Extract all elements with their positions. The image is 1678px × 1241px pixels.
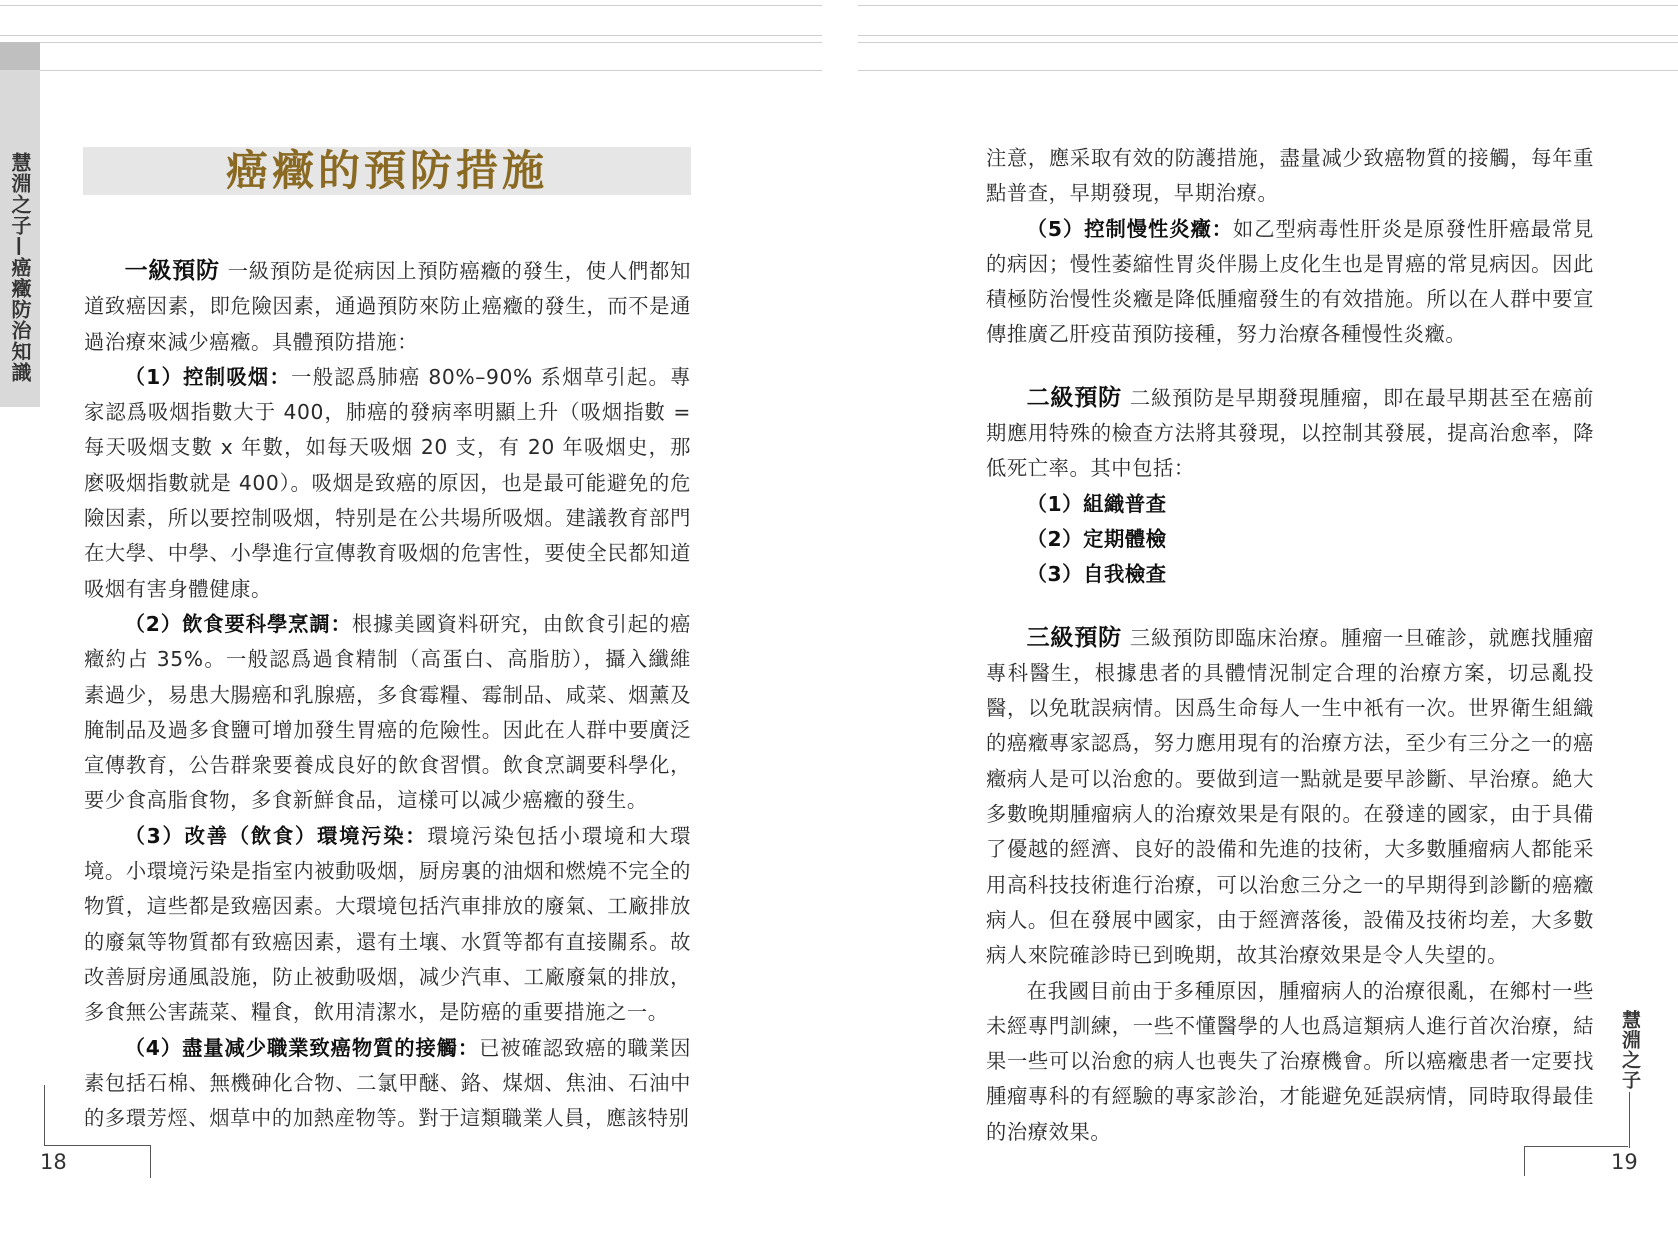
measure-1-label: （1）控制吸烟： (124, 364, 292, 389)
measure-3-text: 環境污染包括小環境和大環境。小環境污染是指室内被動吸烟，厨房裏的油烟和燃燒不完全的物質，這些都是致癌因素。大環境包括汽車排放的廢氣、工廠排放的廢氣等物質都有致癌因素，還有土壤、水質等都有直接關系。故改善厨房通風設施，防止被動吸烟，减少汽車、工廠廢氣的排放，多食無公害蔬菜、糧食，飲用清潔水，是防癌的重要措施之一。 (84, 823, 691, 1025)
measure-3 (84, 819, 691, 1031)
top-rule (40, 42, 822, 43)
page-number-left: 18 (40, 1150, 67, 1174)
top-rule (0, 5, 822, 6)
continuation-text: 注意，應采取有效的防護措施，盡量减少致癌物質的接觸，每年重點普查，早期發現，早期治療。 (986, 146, 1594, 206)
measure-4-label: （4）盡量减少職業致癌物質的接觸： (124, 1035, 480, 1060)
level3-text: 三級預防即臨床治療。腫瘤一旦確診，就應找腫瘤專科醫生，根據患者的具體情況制定合理的治療方案，切忌亂投醫，以免耽誤病情。因爲生命每人一生中衹有一次。世界衛生組織的癌癥專家認爲，努力應用現有的治療方法，至少有三分之一的癌癥病人是可以治愈的。要做到這一點就是要早診斷、早治療。絶大多數晚期腫瘤病人的治療效果是有限的。在發達的國家，由于具備了優越的經濟、良好的設備和先進的技術，大多數腫瘤病人都能采用高科技技術進行治療，可以治愈三分之一的早期得到診斷的癌癥病人。但在發展中國家，由于經濟落後，設備及技術均差，大多數病人來院確診時已到晚期，故其治療效果是令人失望的。 (986, 625, 1595, 968)
top-rule (40, 70, 822, 71)
top-rule (858, 5, 1678, 6)
measure-2 (84, 607, 691, 819)
measure-5 (986, 212, 1594, 353)
level2-intro: 二級預防是早期發現腫瘤，即在最早期甚至在癌前期應用特殊的檢查方法將其發現，以控制其發展，提高治愈率，降低死亡率。其中包括： (986, 385, 1595, 481)
measure-5-label: （5）控制慢性炎癥： (1026, 216, 1233, 241)
level2-list-item: （1）組織普查 (1026, 491, 1167, 516)
running-head-left: 慧淵之子—癌癥防治知識 (8, 152, 32, 383)
right-page-body (986, 141, 1594, 1150)
level3-paragraph-2: 在我國目前由于多種原因，腫瘤病人的治療很亂，在鄉村一些未經專門訓練，一些不懂醫學的人也爲這類病人進行首次治療，結果一些可以治愈的病人也喪失了治療機會。所以癌癥患者一定要找腫瘤專科的有經驗的專家診治，才能避免延誤病情，同時取得最佳的治療效果。 (986, 978, 1594, 1144)
page-number-right: 19 (1611, 1150, 1638, 1174)
measure-1 (84, 360, 691, 607)
measure-2-label: （2）飲食要科學烹調： (124, 611, 352, 636)
level2-list-item: （3）自我檢查 (1026, 562, 1167, 587)
measure-4-text: 已被確認致癌的職業因素包括石棉、無機砷化合物、二氯甲醚、鉻、煤烟、焦油、石油中的多環芳烴、烟草中的加熱産物等。對于這類職業人員，應該特别 (84, 1035, 691, 1131)
running-head-right: 慧淵之子 (1619, 1010, 1641, 1090)
measure-4 (84, 1031, 691, 1137)
page-title: 癌癥的預防措施 (225, 146, 548, 195)
level1-heading: 一級預防 (124, 258, 220, 284)
level3-heading: 三級預防 (1026, 624, 1122, 651)
top-rule (858, 70, 1678, 71)
top-rule (858, 42, 1678, 43)
footer-corner-left-tick (150, 1146, 151, 1178)
level2-list-item: （2）定期體檢 (1026, 526, 1167, 551)
measure-2-text: 根據美國資料研究，由飲食引起的癌癥約占 35%。一般認爲過食精制（高蛋白、高脂肪），攝入纖維素過少，易患大腸癌和乳腺癌，多食霉糧、霉制品、咸菜、烟薰及腌制品及過多食鹽可增加發生胃癌的危險性。因此在人群中要廣泛宣傳教育，公告群衆要養成良好的飲食習慣。飲食烹調要科學化，要少食高脂食物，多食新鮮食品，這樣可以减少癌癥的發生。 (84, 611, 691, 813)
running-head-right-rule (1629, 1092, 1630, 1148)
footer-corner-right-tick (1524, 1146, 1525, 1176)
level2-paragraph (986, 381, 1594, 487)
footer-corner-right (1524, 1146, 1628, 1147)
level1-intro: 一級預防是從病因上預防癌癥的發生，使人們都知道致癌因素，即危險因素，通過預防來防止癌癥的發生，而不是通過治療來減少癌癥。具體預防措施： (84, 259, 691, 354)
top-rule (0, 35, 822, 36)
level1-paragraph (84, 254, 691, 360)
spine-tab-cap (0, 42, 40, 70)
top-rule (858, 35, 1678, 36)
footer-corner-left (44, 1085, 151, 1146)
level3-paragraph (986, 621, 1594, 974)
left-page-body (84, 254, 691, 1136)
level2-heading: 二級預防 (1026, 384, 1122, 411)
measure-5-text: 如乙型病毒性肝炎是原發性肝癌最常見的病因；慢性萎縮性胃炎伴腸上皮化生也是胃癌的常見病因。因此積極防治慢性炎癥是降低腫瘤發生的有效措施。所以在人群中要宣傳推廣乙肝疫苗預防接種，努力治療各種慢性炎癥。 (986, 216, 1594, 347)
measure-3-label: （3）改善（飲食）環境污染： (124, 823, 428, 848)
measure-1-text: 一般認爲肺癌 80%–90% 系烟草引起。專家認爲吸烟指數大于 400，肺癌的發病率明顯上升（吸烟指數 = 每天吸烟支數 x 年數，如每天吸烟 20 支，有 20 年吸烟史，那麽吸烟指數就是 400）。吸烟是致癌的原因，也是最可能避免的危險因素，所以要控制吸烟，特别是在公共場所吸烟。建議教育部門在大學、中學、小學進行宣傳教育吸烟的危害性，要使全民都知道吸烟有害身體健康。 (84, 364, 691, 601)
